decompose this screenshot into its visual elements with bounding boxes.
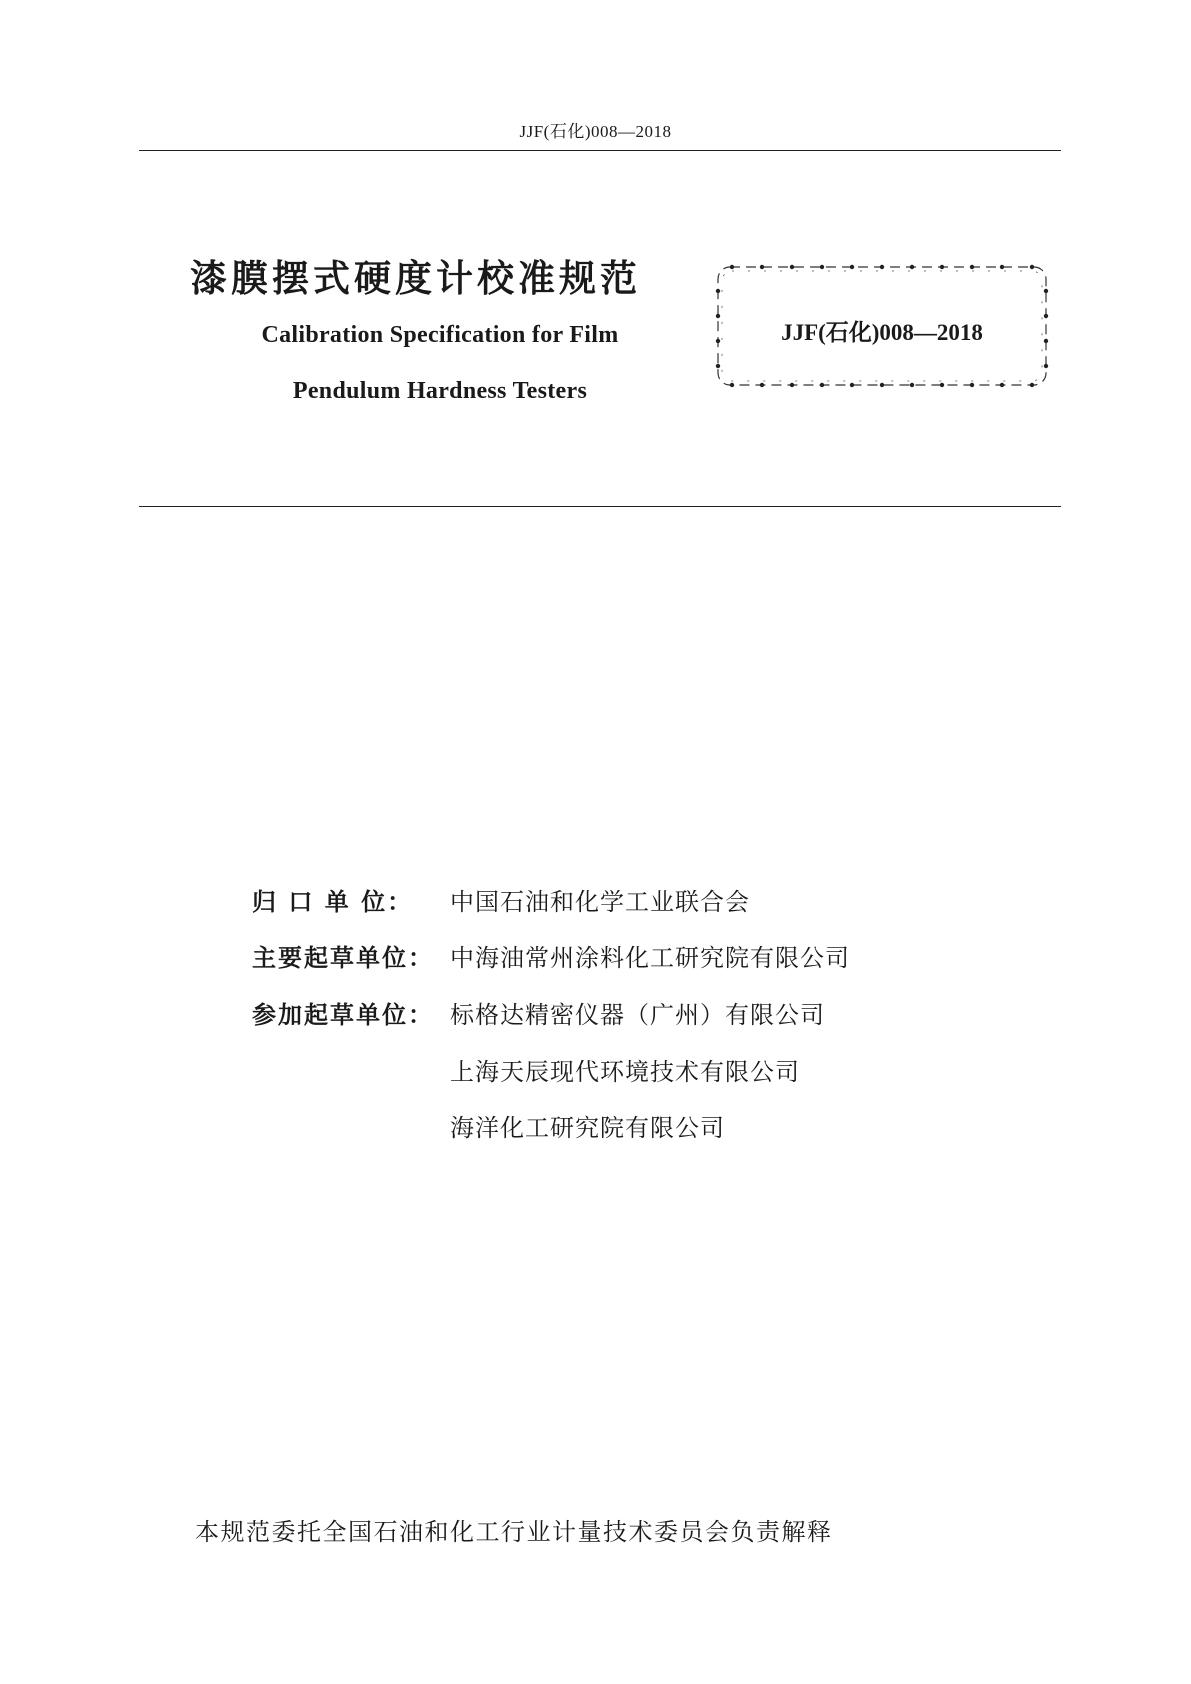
standard-code-box: [712, 261, 1052, 391]
centralized-unit-row: [252, 882, 750, 917]
header-rule: [139, 150, 1061, 151]
title-chinese: 漆膜摆式硬度计校准规范: [190, 257, 641, 300]
main-drafter-value: 中海油常州涂料化工研究院有限公司: [450, 944, 850, 972]
participant-item: 标格达精密仪器（广州）有限公司: [450, 1001, 825, 1029]
standard-code-box-text: JJF(石化)008—2018: [781, 320, 983, 345]
participants-label: 参加起草单位：: [252, 1001, 434, 1029]
participant-item: 海洋化工研究院有限公司: [450, 1114, 725, 1142]
main-drafter-label: 主要起草单位：: [252, 944, 434, 972]
participants-row: [252, 995, 825, 1030]
main-drafter-row: [252, 938, 850, 973]
centralized-unit-label: 归 口 单 位：: [252, 888, 414, 916]
title-english-line1: Calibration Specification for Film: [261, 322, 619, 348]
header-standard-code: JJF(石化)008—2018: [519, 122, 672, 141]
participant-item: 上海天辰现代环境技术有限公司: [450, 1058, 800, 1086]
title-bottom-rule: [139, 506, 1061, 507]
footer-interpretation-note: 本规范委托全国石油和化工行业计量技术委员会负责解释: [195, 1518, 833, 1546]
title-english-line2: Pendulum Hardness Testers: [292, 378, 588, 404]
centralized-unit-value: 中国石油和化学工业联合会: [450, 888, 750, 916]
